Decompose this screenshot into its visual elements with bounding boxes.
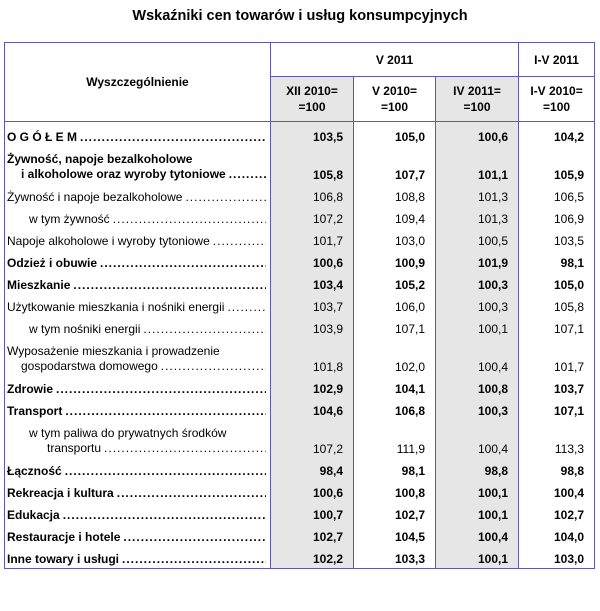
value-cell: 104,5 — [354, 524, 436, 546]
value-cell: 104,2 — [519, 122, 595, 147]
row-label: Transport ..... — [5, 398, 271, 420]
value-cell: 105,0 — [519, 272, 595, 294]
table-row — [5, 228, 595, 250]
value-cell: 100,6 — [436, 122, 519, 147]
value-cell: 101,7 — [519, 338, 595, 376]
value-cell: 100,3 — [436, 272, 519, 294]
table-row — [5, 480, 595, 502]
row-label: Żywność i napoje bezalkoholowe ..... — [5, 184, 271, 206]
value-cell: 100,4 — [436, 338, 519, 376]
header-description: Wyszczególnienie — [5, 43, 271, 122]
value-cell: 103,0 — [354, 228, 436, 250]
value-cell: 103,4 — [271, 272, 354, 294]
value-cell: 100,6 — [271, 480, 354, 502]
value-cell: 109,4 — [354, 206, 436, 228]
value-cell: 102,0 — [354, 338, 436, 376]
value-cell: 101,8 — [271, 338, 354, 376]
value-cell: 103,7 — [271, 294, 354, 316]
table-row — [5, 146, 595, 184]
table-row — [5, 338, 595, 376]
value-cell: 107,2 — [271, 420, 354, 458]
row-label: Żywność, napoje bezalkoholowe i alkoholowe oraz wyroby tytoniowe ..... — [5, 146, 271, 184]
table-row — [5, 184, 595, 206]
row-label: Inne towary i usługi ..... — [5, 546, 271, 568]
value-cell: 105,8 — [271, 146, 354, 184]
price-index-table — [4, 42, 595, 569]
table-row — [5, 122, 595, 147]
value-cell: 100,4 — [436, 420, 519, 458]
header-v2010: V 2010= =100 — [354, 77, 436, 122]
header-group-v2011: V 2011 — [271, 43, 519, 77]
row-label: w tym żywność ..... — [5, 206, 271, 228]
table-row — [5, 458, 595, 480]
value-cell: 100,1 — [436, 546, 519, 568]
value-cell: 102,9 — [271, 376, 354, 398]
value-cell: 103,7 — [519, 376, 595, 398]
table-row — [5, 524, 595, 546]
value-cell: 104,1 — [354, 376, 436, 398]
value-cell: 105,9 — [519, 146, 595, 184]
value-cell: 103,9 — [271, 316, 354, 338]
row-label: w tym nośniki energii ..... — [5, 316, 271, 338]
value-cell: 105,0 — [354, 122, 436, 147]
value-cell: 106,8 — [354, 398, 436, 420]
value-cell: 98,8 — [519, 458, 595, 480]
row-label: Napoje alkoholowe i wyroby tytoniowe ..... — [5, 228, 271, 250]
value-cell: 102,7 — [271, 524, 354, 546]
value-cell: 100,8 — [436, 376, 519, 398]
value-cell: 101,3 — [436, 206, 519, 228]
row-label: Odzież i obuwie ..... — [5, 250, 271, 272]
value-cell: 102,2 — [271, 546, 354, 568]
header-iv2011: IV 2011= =100 — [436, 77, 519, 122]
value-cell: 101,9 — [436, 250, 519, 272]
row-label: Mieszkanie ..... — [5, 272, 271, 294]
value-cell: 100,8 — [354, 480, 436, 502]
value-cell: 107,1 — [519, 398, 595, 420]
value-cell: 104,6 — [271, 398, 354, 420]
value-cell: 100,9 — [354, 250, 436, 272]
table-row — [5, 398, 595, 420]
value-cell: 100,3 — [436, 294, 519, 316]
table-row — [5, 272, 595, 294]
row-label: w tym paliwa do prywatnych środków transportu ..... — [5, 420, 271, 458]
value-cell: 103,3 — [354, 546, 436, 568]
value-cell: 113,3 — [519, 420, 595, 458]
table-row — [5, 376, 595, 398]
row-label: Rekreacja i kultura ..... — [5, 480, 271, 502]
value-cell: 103,0 — [519, 546, 595, 568]
row-label: Łączność ..... — [5, 458, 271, 480]
table-title: Wskaźniki cen towarów i usług konsumpcyjnych — [132, 8, 468, 24]
value-cell: 100,3 — [436, 398, 519, 420]
header-i-v2010: I-V 2010= =100 — [519, 77, 595, 122]
table-row — [5, 206, 595, 228]
table-row — [5, 316, 595, 338]
value-cell: 102,7 — [519, 502, 595, 524]
table-row — [5, 546, 595, 568]
value-cell: 98,1 — [354, 458, 436, 480]
value-cell: 101,1 — [436, 146, 519, 184]
row-label: Restauracje i hotele ..... — [5, 524, 271, 546]
value-cell: 105,2 — [354, 272, 436, 294]
value-cell: 107,1 — [519, 316, 595, 338]
value-cell: 106,8 — [271, 184, 354, 206]
value-cell: 104,0 — [519, 524, 595, 546]
row-label: Wyposażenie mieszkania i prowadzenie gospodarstwa domowego ..... — [5, 338, 271, 376]
value-cell: 100,1 — [436, 316, 519, 338]
value-cell: 98,1 — [519, 250, 595, 272]
table-row — [5, 250, 595, 272]
value-cell: 100,4 — [436, 524, 519, 546]
value-cell: 106,5 — [519, 184, 595, 206]
value-cell: 106,9 — [519, 206, 595, 228]
value-cell: 106,0 — [354, 294, 436, 316]
value-cell: 111,9 — [354, 420, 436, 458]
header-xii2010: XII 2010= =100 — [271, 77, 354, 122]
value-cell: 98,4 — [271, 458, 354, 480]
value-cell: 100,7 — [271, 502, 354, 524]
value-cell: 103,5 — [271, 122, 354, 147]
value-cell: 100,1 — [436, 502, 519, 524]
table-row — [5, 420, 595, 458]
value-cell: 100,4 — [519, 480, 595, 502]
table-row — [5, 294, 595, 316]
value-cell: 108,8 — [354, 184, 436, 206]
value-cell: 107,2 — [271, 206, 354, 228]
row-label: Edukacja ..... — [5, 502, 271, 524]
value-cell: 103,5 — [519, 228, 595, 250]
value-cell: 98,8 — [436, 458, 519, 480]
value-cell: 105,8 — [519, 294, 595, 316]
value-cell: 100,5 — [436, 228, 519, 250]
row-label: Użytkowanie mieszkania i nośniki energii ..... — [5, 294, 271, 316]
value-cell: 107,1 — [354, 316, 436, 338]
value-cell: 100,6 — [271, 250, 354, 272]
row-label: Zdrowie ..... — [5, 376, 271, 398]
value-cell: 102,7 — [354, 502, 436, 524]
value-cell: 101,3 — [436, 184, 519, 206]
value-cell: 107,7 — [354, 146, 436, 184]
row-label: O G Ó Ł E M ..... — [5, 122, 271, 147]
value-cell: 100,1 — [436, 480, 519, 502]
table-row — [5, 502, 595, 524]
value-cell: 101,7 — [271, 228, 354, 250]
header-group-i-v2011: I-V 2011 — [519, 43, 595, 77]
